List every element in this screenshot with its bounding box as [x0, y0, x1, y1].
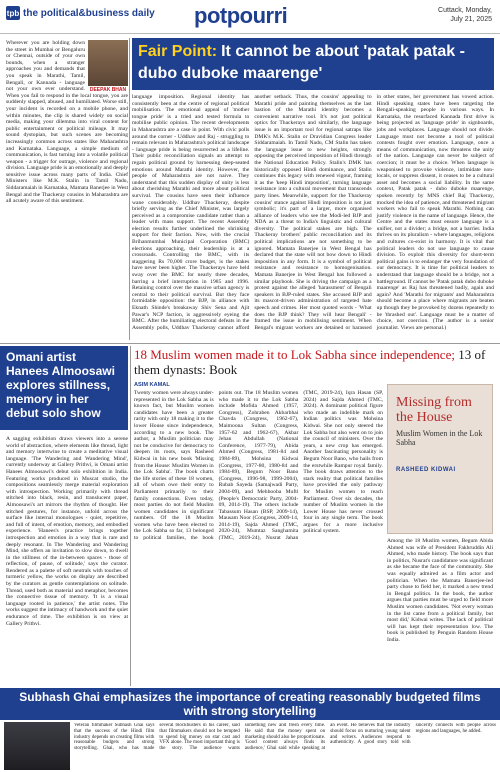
headline-part-rest: 13 of them dynasts: Book — [134, 347, 486, 377]
section-title — [194, 3, 287, 29]
masthead — [0, 0, 500, 34]
oman-body — [6, 436, 128, 686]
fair-point-headline-box — [132, 38, 494, 90]
fair-point-text: language imposition. Regional identity has consistently been at the centre of regional political mobilisation. The emotional appeal of 'mother tongue pride' is a tried and tested formula to mobilise public opinion. The recent developments in Maharashtra are a case in point. With civic polls around the corner - Uddhav and Raj - struggling to remain relevant in Maharashtra's political landscape - language pride is being resurrected as a lifeline. Their public reconciliation signals an attempt to regain political ground by harnessing deep-seated emotions around Marathi identity. However, the people of Maharashtra are not naive. They understand that this sudden display of unity is less about cherishing Marathi and more about political survival. The cousins have seen their influence wane considerably. Uddhav Thackeray, despite briefly serving as the Chief Minister, was largely perceived as a compromise candidate rather than a leader with mass support. The recent Assembly election results further underlined the shrinking support for their faction. Now, with the crucial Brihanmumbai Municipal Corporation (BMC) elections approaching, their leadership is at a crossroads. Controlling the BMC, with its staggering Rs 70,000 crore budget, is the stakes have never been higher. The Thackerays have held sway over the BMC for nearly three decades, barring a brief interruption in 1985 and 1996. Retaining control over the massive urban agency is central to their political survival. But they face formidable opposition: the BJP, in alliance with Eknath Shinde's breakaway Shiv Sena and Ajit Pawar's NCP faction, is aggressively eyeing the BMC. After the humiliating electoral defeats in the Assembly polls, Uddhav Thackeray cannot afford another setback. Thus, the cousins' appealing to Marathi pride and painting themselves as the last bastion of the Marathi identity becomes a convenient narrative tool. It's not just political optics for Thackerays and similarly, the language issue is an important tool for regional satraps like DMK's M.K. Stalin or Dravidian Congress leader Siddaramaiah. In Tamil Nadu, CM Stalin has taken the language issue to new heights, strongly opposing the perceived imposition of Hindi through the National Education Policy. Stalin's DMK has historically opposed Hindi dominance, and Stalin continues this legacy with renewed vigour, framing it as the 'keep Hindi imposition', turning language resistance into a cultural movement that transcends party lines. Meanwhile, support for the Thackeray cousins' stance against Hindi imposition is not just symbolic; it's part of a larger, more organised alliance of leaders who see the Modi-led BJP and NDA as a threat to India's linguistic and cultural diversity. The political stakes are high. The Thackeray brothers' public reconciliation and its political implications are not something to be ignored. Mamata Banerjee in West Bengal has declared that the state will not bow down to Hindi imposition in any form. It is a symbol of political resistance and resistance to homogenisation. Mamata Banerjee in West Bengal has followed a similar playbook. She is driving the campaign as a protest against the alleged 'harassment' of Bengali speakers in BJP-ruled states. She accused BJP and its mascot-driven administration of targeted hate speech and crimes. Her most quoted words - 'What does the BJP think? They will hear Bengali' - framed the issue in mobilising sentiment. When Bengal's migrant workers are detained or harassed in other states, her government has vowed action. Hindi speaking states have been targeting the Bengali-speaking people in various ways. In Karnataka, the resurfaced Kannada first drive is being projected as 'language pride' in signboards, jobs and workplaces. Language should not divide. Language must not become a tool of political contests fought over emotion. Language, once a means of communication, now threatens the unity of the nation. Language can never be subject of coercion; it must be a choice. When language is weaponised to provoke violence, intimidate non-locals, or suppress dissent, it ceases to be a cultural asset and becomes a social liability. In the same context, Patak patak - dubo duboke maarenge, spoken recently by MNS chief Raj Thackeray, mocked the idea of patience, and threatened migrant workers who fail to speak Marathi. Nothing can justify violence in the name of language. Hence, the Centre and the states must ensure language is a unifier, not a divider; a bridge, not a barrier. India thrives on its pluralism - where languages, religions and cultures co-exist in harmony. It is vital that political leaders do not use language to cause division. To exploit this diversity for short-term political gains is to endanger the very foundation of our democracy. It is time for political leaders to understand that language should be a bridge, not a battleground. If cannot be 'Patak patak dubo duboke maarenge' as Raj has threatened badly, again and again? And 'Marathi for migrants' and Maharashtra should become a place where migrants are beaten up though they be provoked by dozens repeatedly to be 'thrashed out'. Language must be a matter of choice, not coercion. (The author is a senior journalist. Views are personal.) — [132, 94, 494, 331]
book-column-text — [387, 538, 493, 686]
newspaper-logo — [6, 6, 155, 20]
muslim-women-text: Twenty women were always under-represented in the Lok Sabha as is known fact, but Muslim women candidates have been a greater rarity with only 18 making it to the lower House since independence, according to a new book. The author, a Muslim politician may not be conducive for democracy to deepen its roots, says Rasheed Kidwai in his new book 'Missing from the House: Muslim Women in the Lok Sabha'. The book charts the life stories of these 18 women, all of whom owe their entry to Parliament primarily to their family connections. Even today, most parties do not field Muslim women candidates in significant numbers. Of the 18 Muslim women who have been elected to the Lok Sabha so far, 13 belonged to political families, the book points out. The 18 Muslim women who made it to the Lok Sabha include Mofida Ahmed (1957, Congress), Zohraben Akbarbhai Chavda (Congress, 1962-67), Maimoona Sultan (Congress, 1957-62 and 1962-67), Akbar Jehan Abdullah (National Conference, 1977-79), Abida Ahmed (Congress, 1981-84 and 1984-89), Mohsina Kidwai (Congress, 1977-80, 1980-84 and 1984-89), Begum Noor Bano (Congress, 1996-98, 1999-2004), Rubab Sayeda (Samajwadi Party, 2004-09), and Mehbooba Mufti (People's Democratic Party, 2004-09, 2014-19). The others include Tabassum Hasan (BSP, 2009-14), Mausam Noor (Congress, 2009-14, 2014-19), Sajda Ahmed (TMC, 2020-24), Mumtaz Sanghamita (TMC, 2019-24), Nusrat Jahan (TMC, 2019-24), Iqra Hasan (SP, 2024) and Sajda Ahmed (TMC, 2024). A dominant political figure who made an indelible mark on Indian politics was Mohsina Kidwai. She not only steered the Lok Sabha but also went on to join the council of ministers. Over the years, a new crop has emerged. Another fascinating personality is Begum Noor Bano, who hails from the erstwhile Rampur royal family. The book draws attention to the stark reality that political families have provided the only pathway for Muslim women to reach Parliament. Over six decades, the number of Muslim women in the Lower House has never crossed four in any single term. The book argues for a more inclusive political system. — [134, 390, 383, 542]
column-divider — [129, 38, 130, 340]
fair-point-body — [132, 94, 494, 344]
book-author: RASHEED KIDWAI — [396, 467, 456, 473]
subhash-headline: Subhash Ghai emphasizes the importance of creating reasonably budgeted films with strong storytelling — [19, 690, 481, 718]
oman-headline-box — [0, 346, 128, 430]
headline-part-red: 18 Muslim women made it to Lok Sabha since independence; — [134, 347, 455, 362]
edition-date: July 21, 2025 — [450, 16, 492, 23]
oman-headline: Omani artist Hanees Almoosawi explores stillness, memory in her debut solo show — [6, 350, 115, 420]
fair-point-headline: It cannot be about 'patak patak - dubo duboke maarenge' — [138, 43, 465, 82]
edition-info — [438, 6, 492, 24]
subhash-text: Veteran filmmaker Subhash Ghai says that the success of the Hindi film industry depends on creating films with reasonable budgets and strong storytelling. Ghai, who has made several blockbusters in his career, said that filmmakers should not be tempted to spend big money on star cast and VFX alone. The most important thing is the story. The audience wants something new and fresh every time. He said that the money spent on marketing should also be proportionate. 'Good content always finds its audience,' Ghai said while speaking at an event. He believes that the industry should focus on nurturing young talent and writers. Audiences respond to authenticity. A good story told with sincerity connects with people across regions and languages, he added. — [74, 723, 496, 752]
author-photo — [88, 40, 128, 93]
edition-city: Cuttack, Monday, — [438, 7, 492, 14]
subhash-photo — [4, 722, 70, 770]
book-cover — [387, 384, 493, 534]
logo-icon: tpb — [6, 6, 20, 20]
column-divider — [130, 346, 131, 686]
book-subtitle: Muslim Women in the Lok Sabha — [396, 429, 483, 447]
opinion-column — [6, 40, 128, 340]
byline: ASIM KAMAL — [134, 382, 170, 388]
book-title: Missing from the House — [396, 395, 472, 425]
subhash-headline-box — [0, 688, 500, 720]
section-divider — [0, 343, 500, 344]
subhash-body — [74, 723, 496, 771]
muslim-women-headline — [134, 347, 494, 377]
book-col-text: Among the 18 Muslim women, Begum Abida Ahmed was wife of President Fakhruddin Ali Ahmed, who made history. The book says that in politics, Nusrat's candidature was significant as she became the face of the community. She was equally admired as a film actor and politician. When the Mamata Banerjee-led party chose to field her, it marked a new trend in Bengal politics. In the book, the author argues that parties must be urged to field more Muslim women candidates. 'Not every woman in the list came from a political family, but most did,' Kidwai writes. The lack of political will has kept their representation low. The book is published by Penguin Random House India. — [387, 538, 493, 643]
opinion-text: Wherever you are holding down the street in Mumbai or Bengaluru or Chennai, outside of your own bounds, when a stranger approaches you and demands that you speak in Marathi, Tamil, Bengali, or Kannada - language not your own ever understand. When you fail to respond in the local tongue, you are suddenly slapped, abused, and humiliated. Worse still, your incident is recorded on a mobile phone, and within minutes, the clip is shared widely on social media, making your dilemma into viral content for public entertainment or political mileage. It may sound dystopian, but such scenes are becoming increasingly common across states like Maharashtra and Karnataka. Language, a simple medium of communication, is fast turning into a volatile political weapon - a trigger for outrage, violence and regional division. Language pride is an emotionally and deeply sensitive issue across many parts of India. Chief Ministers like M.K. Stalin in Tamil Nadu, Siddaramaiah in Karnataka, Mamata Banerjee in West Bengal and the Thackeray cousins in Maharashtra are all acutely aware of this sentiment. — [6, 40, 128, 205]
muslim-women-body — [134, 390, 383, 685]
author-caption: DEEPAK BHAN — [89, 87, 127, 93]
section-title-text: potpourri — [194, 3, 288, 28]
fair-point-label: Fair Point: — [138, 43, 218, 60]
oman-text: A sagging exhibition draws viewers into a serene world of abstraction, where elements like thread, light and memory intertwine to create a meditative visual language. 'The Wandering and Wandering Mind', currently underway at Gallery Prithvi, is Omani artist Hanees Almoosawi's debut solo exhibition in India. Featuring works produced in Muscat studio, the compositions seamlessly merge material exploration with introspection. Working primarily with thread stitched into black, resin, and translucent paper, Almoosawi's art mirrors the rhythm of thought. Her stitched gestures, for instance, unfold across the surface like internal monologues - quiet, repetitive, and full of intent, of emotion, memory, and embodied experience. 'Hanees's practice brings together introspection and emotion in a way that is rare and deeply resonant. In The Wandering and Wandering Mind, she offers an invitation to slow down, to dwell in the stillness of the in-between spaces - those of reflection, of pause, of solitude,' says the curator. Rendered as a palette of soft neutrals with touches of turmeric yellow, the works on display are described by the curators as gentle contemplations on solitude. Thread, used both as material and metaphor, becomes the connective tissue of memory. 'It is a visual language rooted in patience,' the artist notes. The works suggest the intimacy of handwork and the quiet endurance of time. The exhibition is on view at Gallery Prithvi. — [6, 436, 128, 627]
newspaper-name: the political&business daily — [23, 7, 155, 19]
